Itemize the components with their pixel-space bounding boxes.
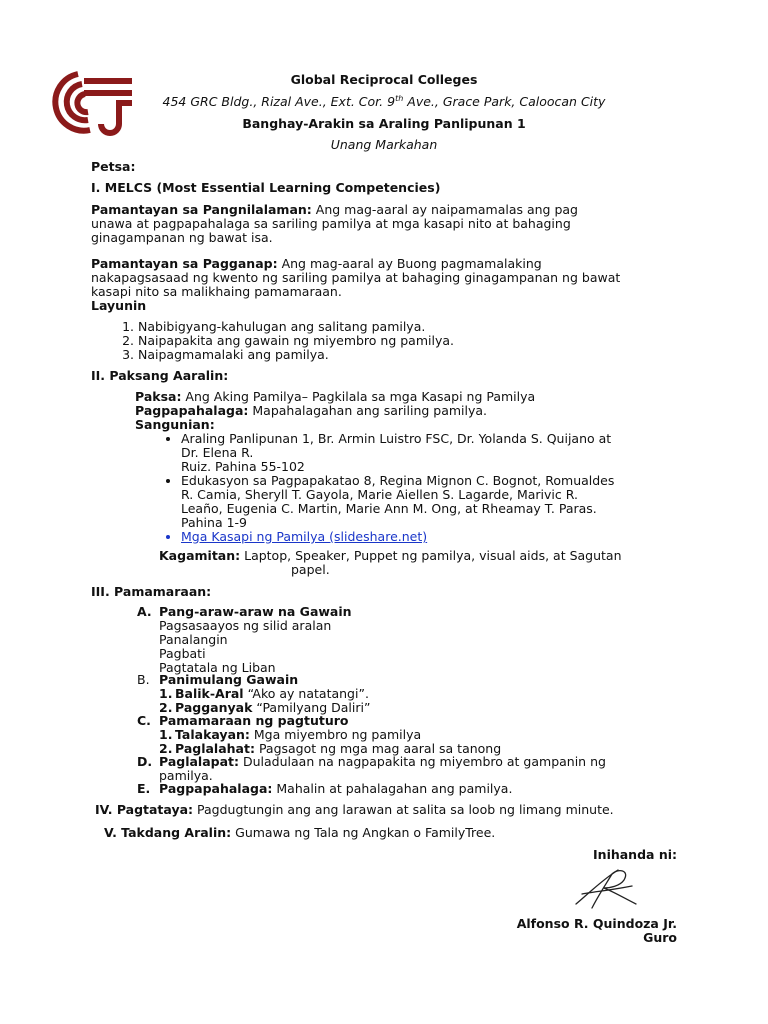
- procedure-heading: III. Pamamaraan:: [91, 584, 212, 599]
- preparer-name: Alfonso R. Quindoza Jr.: [516, 916, 677, 931]
- procedure-d: D. Paglalapat: Duladulaan na nagpapakita ng miyembro at gampanin ng pamilya.: [137, 754, 606, 783]
- melcs-heading: I. MELCS (Most Essential Learning Competencies): [91, 180, 441, 195]
- procedure-e: E. Pagpapahalaga: Mahalin at pahalagahan ang pamilya.: [137, 781, 513, 796]
- assignment: V. Takdang Aralin: Gumawa ng Tala ng Angkan o FamilyTree.: [104, 825, 496, 840]
- reference-item: [181, 530, 701, 544]
- references-label: Sangunian:: [135, 417, 215, 432]
- objective-item: 3. Naipagmamalaki ang pamilya.: [138, 348, 454, 362]
- references-list: [163, 432, 701, 544]
- reference-item: • Edukasyon sa Pagpapakatao 8, Regina Mignon C. Bognot, Romualdes R. Camia, Sheryll T. Gayola, Marie Aiellen S. Lagarde, Marivic R. Leaño, Eugenia C. Martin, Marie Ann M. Ong, at Rheamay T. Paras. Pahina 1-9: [181, 474, 701, 530]
- procedure-b: B. Panimulang Gawain: [137, 672, 299, 687]
- values-line: Pagpapahalaga: Mapahalagahan ang sariling pamilya.: [135, 403, 488, 418]
- content-standard: Pamantayan sa Pangnilalaman: Ang mag-aaral ay naipamamalas ang pag unawa at pagpapahalaga sa sariling pamilya at mga kasapi nito at bahaging ginagampanan ng bawat isa.: [91, 202, 578, 245]
- materials: Kagamitan: Laptop, Speaker, Puppet ng pamilya, visual aids, at Sagutan papel.: [159, 548, 622, 577]
- procedure-a-item: Pagbati: [159, 646, 206, 661]
- document-subtitle: Unang Markahan: [330, 137, 438, 152]
- objectives-label: Layunin: [91, 298, 147, 313]
- procedure-a-item: Panalangin: [159, 632, 228, 647]
- performance-standard: Pamantayan sa Pagganap: Ang mag-aaral ay Buong pagmamalaking nakapagsasaad ng kwento ng sariling pamilya at bahaging ginagampanan ng bawat kasapi nito sa malikhaing pamamaraan.: [91, 256, 621, 299]
- procedure-a-items: [159, 619, 331, 675]
- prepared-by-label: Inihanda ni:: [593, 847, 677, 862]
- procedure-b1: 1. Balik-Aral “Ako ay natatangi”.: [159, 686, 369, 701]
- document-title: Banghay-Arakin sa Araling Panlipunan 1: [242, 116, 526, 131]
- topic-line: Paksa: Ang Aking Pamilya– Pagkilala sa mga Kasapi ng Pamilya: [135, 389, 536, 404]
- objectives-list: [120, 320, 454, 362]
- reference-link[interactable]: Mga Kasapi ng Pamilya (slideshare.net): [181, 529, 428, 544]
- procedure-a-item: Pagtatala ng Liban: [159, 660, 276, 675]
- college-name: Global Reciprocal Colleges: [290, 72, 478, 87]
- signature-image: [572, 864, 644, 916]
- procedure-b2: 2. Pagganyak “Pamilyang Daliri”: [159, 700, 371, 715]
- procedure-a: A. Pang-araw-araw na Gawain: [137, 604, 352, 619]
- subject-matter-heading: II. Paksang Aaralin:: [91, 368, 229, 383]
- preparer-role: Guro: [643, 930, 677, 945]
- objective-item: 1. Nabibigyang-kahulugan ang salitang pamilya.: [138, 320, 454, 334]
- date-label: Petsa:: [91, 159, 136, 174]
- procedure-c1: 1. Talakayan: Mga miyembro ng pamilya: [159, 727, 422, 742]
- reference-item: • Araling Panlipunan 1, Br. Armin Luistro FSC, Dr. Yolanda S. Quijano at Dr. Elena R. Ruiz. Pahina 55-102: [181, 432, 701, 474]
- evaluation: IV. Pagtataya: Pagdugtungin ang ang larawan at salita sa loob ng limang minute.: [95, 802, 614, 817]
- college-address: 454 GRC Bldg., Rizal Ave., Ext. Cor. 9th Ave., Grace Park, Caloocan City: [162, 93, 606, 109]
- objective-item: 2. Naipapakita ang gawain ng miyembro ng pamilya.: [138, 334, 454, 348]
- procedure-a-item: Pagsasaayos ng silid aralan: [159, 618, 332, 633]
- procedure-c2: 2. Paglalahat: Pagsagot ng mga mag aaral sa tanong: [159, 741, 502, 756]
- procedure-c: C. Pamamaraan ng pagtuturo: [137, 713, 349, 728]
